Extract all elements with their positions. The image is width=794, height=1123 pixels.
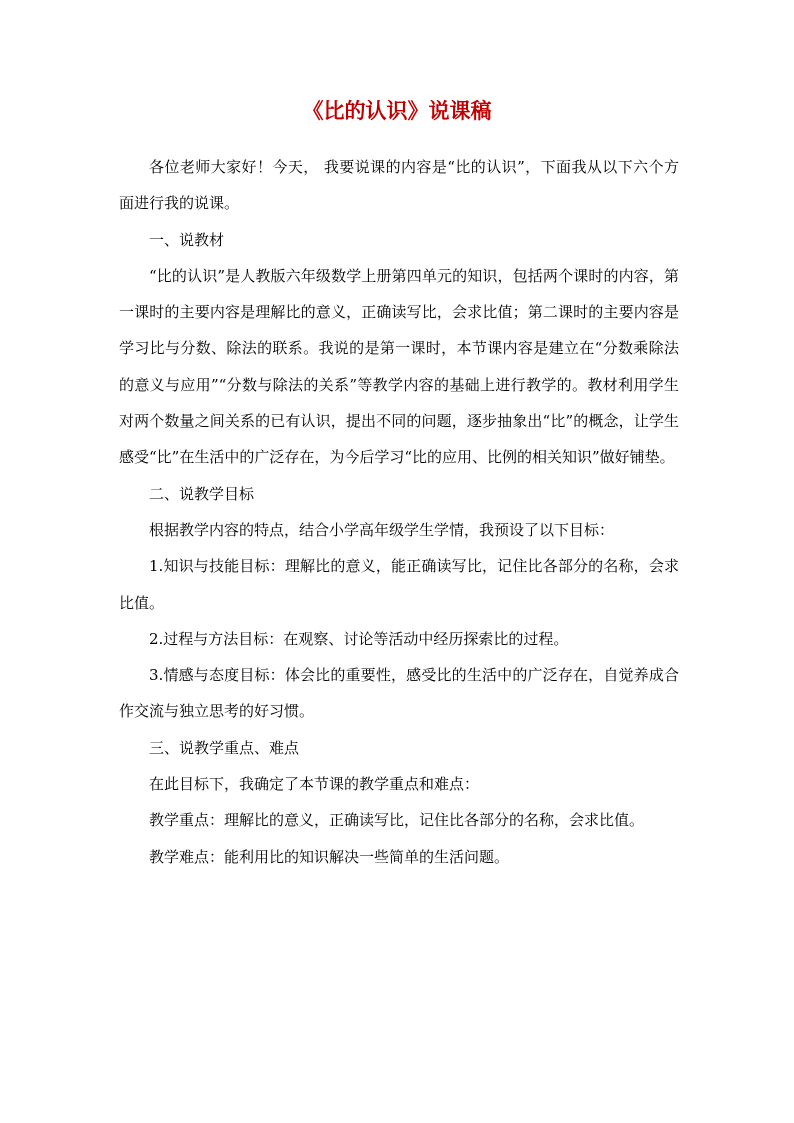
section-heading-goals: 二、说教学目标 xyxy=(149,484,255,503)
textbook-paragraph: “比的认识”是人教版六年级数学上册第四单元的知识，包括两个课时的内容，第一课时的主要内容是理解比的意义，正确读写比，会求比值；第二课时的主要内容是学习比与分数、除法的联系。我说的是第一课时，本节课内容是建立在“分数乘除法的意义与应用”“分数与除法的关系”等教学内容的基础上进行教学的。教材利用学生对两个数量之间关系的已有认识，提出不同的问题，逐步抽象出“比”的概念，让学生感受“比”在生活中的广泛存在，为今后学习“比的应用、比例的相关知识”做好铺垫。 xyxy=(119,266,679,467)
goal-item-2: 2.过程与方法目标：在观察、讨论等活动中经历探索比的过程。 xyxy=(149,629,569,648)
greeting-paragraph: 各位老师大家好！今天， 我要说课的内容是“比的认识”，下面我从以下六个方面进行我的说课。 xyxy=(119,158,679,213)
goal-item-3: 3.情感与态度目标：体会比的重要性，感受比的生活中的广泛存在，自觉养成合作交流与独立思考的好习惯。 xyxy=(119,666,679,721)
section-heading-textbook: 一、说教材 xyxy=(149,230,225,249)
goals-intro: 根据教学内容的特点，结合小学高年级学生学情，我预设了以下目标： xyxy=(149,520,615,539)
goal-item-1: 1.知识与技能目标：理解比的意义，能正确读写比，记住比各部分的名称，会求比值。 xyxy=(119,557,679,612)
section-heading-key-points: 三、说教学重点、难点 xyxy=(149,738,300,757)
document-body xyxy=(119,149,679,875)
document-title: 《比的认识》说课稿 xyxy=(302,98,492,123)
difficulty-paragraph: 教学难点：能利用比的知识解决一些简单的生活问题。 xyxy=(149,847,510,866)
key-point-paragraph: 教学重点：理解比的意义，正确读写比，记住比各部分的名称，会求比值。 xyxy=(149,811,645,830)
key-points-intro: 在此目标下，我确定了本节课的教学重点和难点： xyxy=(149,775,480,794)
